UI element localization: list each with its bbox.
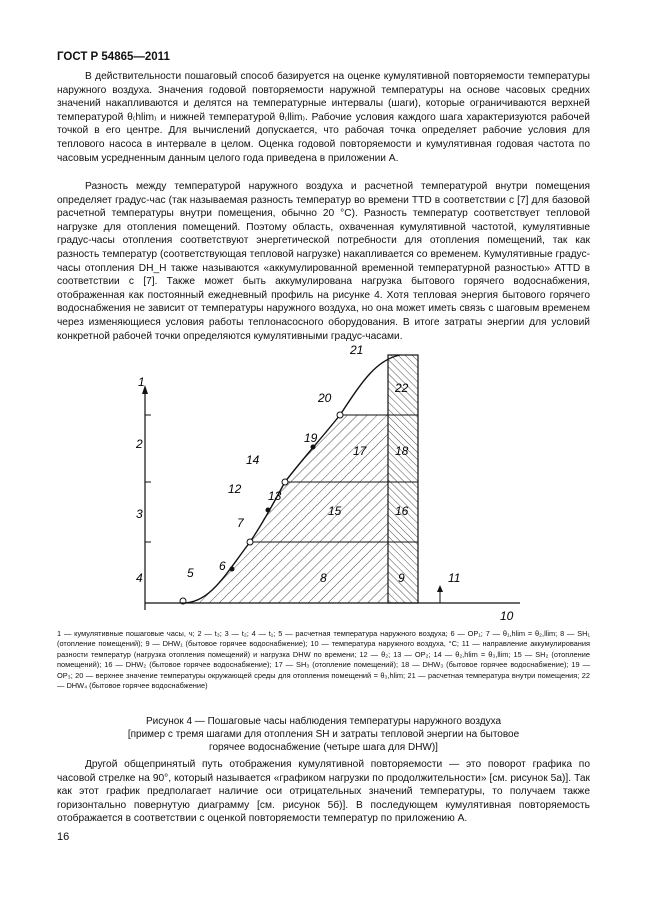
- document-header: ГОСТ Р 54865—2011: [57, 51, 170, 63]
- label-1: 1: [138, 375, 145, 389]
- label-3: 3: [136, 507, 143, 521]
- label-16: 16: [395, 504, 409, 518]
- label-5: 5: [187, 566, 194, 580]
- label-22: 22: [395, 381, 409, 395]
- figure-4: [120, 340, 540, 625]
- label-13: 13: [268, 489, 282, 503]
- label-10: 10: [500, 609, 514, 623]
- label-14: 14: [246, 453, 260, 467]
- paragraph-2: Разность между температурой наружного воздуха и расчетной температурой внутри помещения определяет градус-час (так называемая разность температур во времени TTD в соответствии с [7] для базовой расчетной температуры внутри помещения, обычно 20 °С). Разность температур соответствует тепловой нагрузке для отопления помещений. Поэтому область, охваченная кумулятивной частотой, кумулятивные градус-часы отопления соответствуют энергетической потребности для отопления помещений, так как разность температур (соответствующая тепловой нагрузке) накапливается со временем. Кумулятивные градус-часы отопления DH_H также называются «аккумулированной временной температурной разностью» ATTD в соответствии с [7]. Также может быть аккумулирована нагрузка бытового горячего водоснабжения, отображенная как постоянный ежедневный профиль на рисунке 4. Хотя тепловая энергия бытового горячего водоснабжения не зависит от температуры наружного воздуха, но она может иметь связь с шаговым временем через изменяющиеся условия работы теплонасосного оборудования. В итоге затраты энергии для условий конкретной рабочей точки определяются кумулятивными градус-часами.: [57, 181, 590, 342]
- label-20: 20: [318, 391, 332, 405]
- label-2: 2: [136, 437, 143, 451]
- label-19: 19: [304, 431, 318, 445]
- label-7: 7: [237, 516, 244, 530]
- label-6: 6: [219, 559, 226, 573]
- label-21: 21: [350, 343, 364, 357]
- label-15: 15: [328, 504, 342, 518]
- label-11: 11: [448, 571, 461, 585]
- label-8: 8: [320, 571, 327, 585]
- figure-title: Рисунок 4 — Пошаговые часы наблюдения температуры наружного воздуха [пример с тремя шагами для отопления SH и затраты тепловой энергии на бытовое горячее водоснабжение (четыре шага для DHW)]: [127, 716, 520, 753]
- figure-legend: 1 — кумулятивные пошаговые часы, ч; 2 — t₃; 3 — t₂; 4 — t₁; 5 — расчетная температура наружного воздуха; 6 — OP₁; 7 — θ₁,hlim = θ₂,llim; 8 — SH₁ (отопление помещений); 9 — DHW₁ (бытовое горячее водоснабжение); 10 — температура наружного воздуха, °С; 11 — направление аккумулирования разности температур (нагрузка отопления помещений) и нагрузка DHW по времени; 12 — θ₂; 13 — OP₂; 14 — θ₂,hlim = θ₃,llim; 15 — SH₂ (отопление помещений); 16 — DHW₂ (бытовое горячее водоснабжение); 17 — SH₃ (отопление помещений); 18 — DHW₃ (бытовое горячее водоснабжение); 19 — OP₃; 20 — верхнее значение температуры окружающей среды для отопления помещений = θ₃,hlim; 21 — расчетная температура внутри помещения; 22 — DHW₄ (бытовое горячее водоснабжение): [57, 629, 590, 691]
- label-12: 12: [228, 482, 242, 496]
- label-9: 9: [398, 571, 405, 585]
- label-4: 4: [136, 571, 143, 585]
- paragraph-1: В действительности пошаговый способ базируется на оценке кумулятивной повторяемости температуры наружного воздуха. Значения годовой повторяемости наружной температуры на основе часовых средних значений накапливаются и делятся на температурные интервалы (шаги), которые ограничиваются верхней температурой θ₍hlim₎ и нижней температурой θ₍llim₎. Рабочие условия каждого шага характеризуются рабочей точкой в его центре. Для вычислений допускается, что рабочая точка определяет рабочие условия для теплового насоса в интервале в целом. Оценка годовой повторяемости и кумулятивная годовая частота по часовым усредненным данным целого года приведена в приложении А.: [57, 71, 590, 164]
- label-18: 18: [395, 444, 409, 458]
- page-number: 16: [57, 831, 70, 843]
- label-17: 17: [353, 444, 367, 458]
- paragraph-3: Другой общепринятый путь отображения кумулятивной повторяемости — это поворот графика по часовой стрелке на 90°, который называется «графиком нагрузки по продолжительности» [см. рисунок 5а)]. Так как этот график предполагает наличие оси отрицательных значений температуры, то получаем также горизонтально повернутую диаграмму [см. рисунок 5б)]. В последующем кумулятивная повторяемость отображается в соответствии с оценкой повторяемости температур по приложению А.: [57, 759, 590, 825]
